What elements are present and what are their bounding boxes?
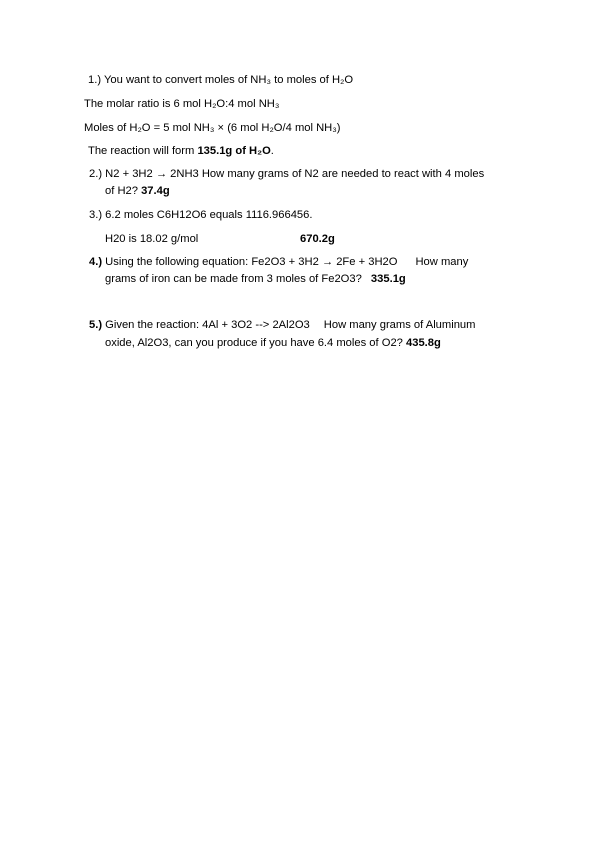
- q4-question-start: How many: [415, 256, 469, 268]
- q2-line-1: 2.) N2 + 3H2 → 2NH3 How many grams of N2 are needed to react with 4 moles: [89, 168, 485, 180]
- q5-question-end: oxide, Al2O3, can you produce if you have 6.4 moles of O2?: [105, 337, 407, 349]
- q1-result-period: .: [270, 145, 274, 157]
- q2-line-2: [105, 184, 170, 198]
- q4-line-2: [105, 272, 406, 286]
- q5-line-1: [89, 318, 475, 332]
- q5-number: 5.): [89, 319, 103, 331]
- q1-calculation: Moles of H₂O = 5 mol NH₃ × (6 mol H₂O/4 mol NH₃): [84, 122, 341, 134]
- q3-answer: [300, 232, 335, 246]
- q2-question-end: of H2?: [105, 185, 142, 197]
- q3-answer-value: 670.2g: [300, 233, 335, 245]
- q1-molar-ratio: The molar ratio is 6 mol H₂O:4 mol NH₃: [84, 98, 280, 110]
- q5-answer: 435.8g: [406, 337, 441, 349]
- q4-answer: 335.1g: [370, 273, 406, 285]
- q2-answer: 37.4g: [141, 185, 170, 197]
- q1-line-1: 1.) You want to convert moles of NH₃ to moles of H₂O: [88, 74, 354, 86]
- q3-line-1: 3.) 6.2 moles C6H12O6 equals 1116.966456.: [89, 209, 313, 221]
- q5-equation: Given the reaction: 4Al + 3O2 --> 2Al2O3: [102, 319, 310, 331]
- q3-molar-mass: H20 is 18.02 g/mol: [105, 233, 199, 245]
- q4-equation: Using the following equation: Fe2O3 + 3H2 → 2Fe + 3H2O: [102, 256, 398, 268]
- q4-question-end: grams of iron can be made from 3 moles of Fe2O3?: [105, 273, 365, 285]
- q1-answer: 135.1g of H₂O: [197, 145, 271, 157]
- q5-line-2: [105, 336, 441, 350]
- q5-question-start: How many grams of Aluminum: [323, 319, 476, 331]
- q1-result: [88, 144, 274, 158]
- q4-number: 4.): [89, 256, 103, 268]
- q1-result-text: The reaction will form: [88, 145, 198, 157]
- q4-line-1: [89, 255, 468, 269]
